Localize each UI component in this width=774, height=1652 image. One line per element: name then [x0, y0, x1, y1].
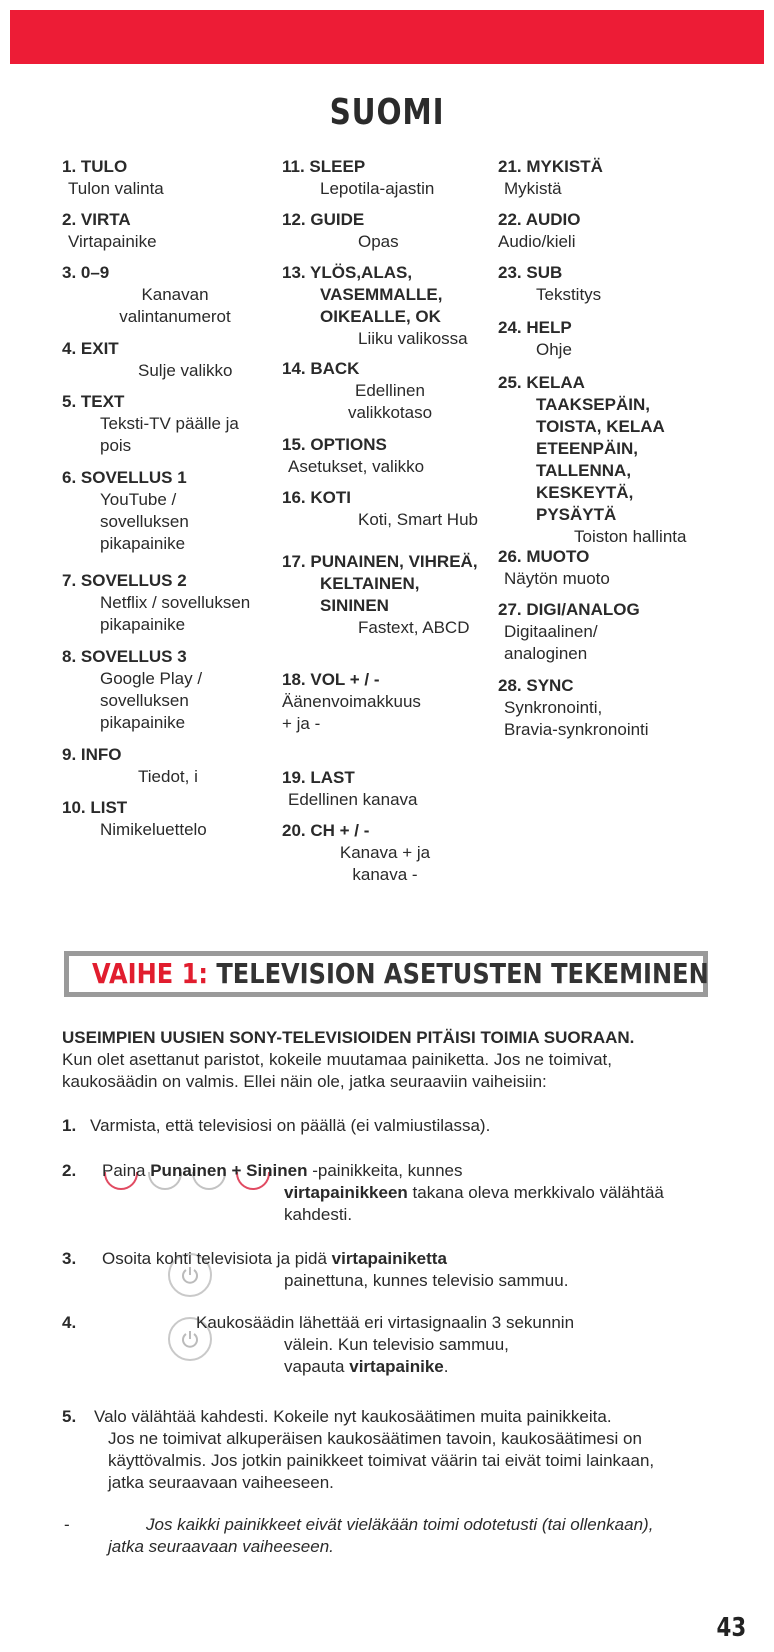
step-text-part: -painikkeita, kunnes — [312, 1161, 463, 1180]
item-description: Teksti-TV päälle ja pois — [100, 414, 239, 455]
note-text — [146, 1514, 653, 1536]
step-text-bold: virtapainike — [349, 1357, 444, 1376]
item-description: YouTube / sovelluksen pikapainike — [100, 490, 189, 553]
list-item — [62, 391, 267, 457]
step-text-bold: virtapainikkeen — [284, 1183, 408, 1202]
item-description: Synkronointi, Bravia-synkronointi — [504, 698, 649, 739]
list-item — [282, 434, 487, 477]
top-red-banner — [10, 10, 764, 64]
item-heading: 19. LAST — [282, 768, 355, 787]
list-item — [498, 209, 723, 252]
item-description: Nimikeluettelo — [100, 820, 207, 839]
step-title: TELEVISION ASETUSTEN TEKEMINEN — [216, 957, 709, 990]
item-heading: 16. KOTI — [282, 488, 351, 507]
step-text-part: takana oleva merkkivalo välähtää — [412, 1183, 664, 1202]
step-text: Varmista, että televisiosi on päällä (ei valmiustilassa). — [90, 1116, 491, 1135]
step-text: kahdesti. — [284, 1205, 353, 1224]
note-line: Jos kaikki painikkeet eivät vieläkään toimi odotetusti (tai ollenkaan), — [146, 1515, 654, 1534]
item-description: Virtapainike — [68, 232, 157, 251]
list-item — [62, 744, 267, 787]
item-heading: 11. SLEEP — [282, 157, 366, 176]
item-heading: 28. SYNC — [498, 676, 574, 695]
intro-heading: USEIMPIEN UUSIEN SONY-TELEVISIOIDEN PITÄISI TOIMIA SUORAAN. — [62, 1028, 635, 1047]
item-heading: 27. DIGI/ANALOG — [498, 600, 640, 619]
step-text: Kaukosäädin lähettää eri virtasignaalin 3 sekunnin — [196, 1313, 575, 1332]
step-number: 1. — [62, 1116, 77, 1135]
step-text-part: Paina — [102, 1161, 146, 1180]
list-item — [62, 209, 267, 252]
list-item — [498, 317, 723, 362]
step-text — [284, 1182, 664, 1204]
item-description: Äänenvoimakkuus + ja - — [282, 692, 421, 733]
list-item — [282, 669, 487, 757]
step-number: 2. — [62, 1161, 77, 1180]
list-item — [62, 262, 267, 328]
item-description: Liiku valikossa — [358, 329, 468, 348]
list-item — [282, 767, 487, 810]
list-item — [498, 156, 723, 199]
list-item — [282, 156, 487, 199]
step-text: välein. Kun televisio sammuu, — [284, 1335, 509, 1354]
list-item — [62, 338, 267, 381]
item-description: Audio/kieli — [498, 232, 576, 251]
step-number: 5. — [62, 1407, 77, 1426]
button-list-column-3 — [498, 156, 723, 773]
item-heading: 15. OPTIONS — [282, 435, 387, 454]
item-description: Tiedot, i — [138, 767, 198, 786]
item-heading: 2. VIRTA — [62, 210, 131, 229]
item-description: Edellinen valikkotaso — [347, 381, 433, 422]
item-heading: 8. SOVELLUS 3 — [62, 647, 187, 666]
item-heading: 20. CH + / - — [282, 821, 370, 840]
item-description: Toiston hallinta — [574, 527, 687, 546]
step-text: jatka seuraavaan vaiheeseen. — [108, 1473, 334, 1492]
step-number: 4. — [62, 1313, 77, 1332]
step-text: painettuna, kunnes televisio sammuu. — [284, 1271, 569, 1290]
item-heading: 6. SOVELLUS 1 — [62, 468, 187, 487]
item-heading: 13. YLÖS,ALAS, VASEMMALLE, OIKEALLE, OK — [282, 263, 443, 326]
list-item — [62, 156, 267, 199]
item-heading: 5. TEXT — [62, 392, 125, 411]
note-line: jatka seuraavaan vaiheeseen. — [108, 1537, 334, 1556]
step-text-part: . — [443, 1357, 449, 1376]
item-heading: 9. INFO — [62, 745, 122, 764]
item-description: Lepotila-ajastin — [320, 179, 435, 198]
item-heading: 23. SUB — [498, 263, 563, 282]
item-description: Kanavan valintanumerot — [119, 285, 231, 326]
list-item — [282, 551, 487, 659]
step-number: 3. — [62, 1249, 77, 1268]
list-item — [498, 675, 723, 763]
step-text-part: Osoita kohti televisiota ja pidä — [102, 1249, 327, 1268]
item-heading: 18. VOL + / - — [282, 670, 380, 689]
item-heading: 7. SOVELLUS 2 — [62, 571, 187, 590]
language-title: SUOMI — [329, 92, 445, 133]
item-description: Näytön muoto — [504, 569, 610, 588]
list-item — [62, 570, 267, 636]
list-item — [62, 646, 267, 734]
step-text-part: vapauta — [284, 1357, 345, 1376]
item-heading: 3. 0–9 — [62, 263, 110, 282]
step-text: käyttövalmis. Jos jotkin painikkeet toimivat väärin tai eivät toimi lainkaan, — [108, 1451, 655, 1470]
list-item — [282, 358, 487, 424]
item-heading: 1. TULO — [62, 157, 128, 176]
button-list-column-1 — [62, 156, 267, 850]
list-item — [498, 546, 723, 589]
list-item — [62, 797, 267, 840]
button-names: Punainen + Sininen — [150, 1161, 308, 1180]
list-item — [62, 467, 267, 560]
item-heading: 17. PUNAINEN, VIHREÄ, KELTAINEN, SININEN — [282, 552, 478, 615]
item-heading: 12. GUIDE — [282, 210, 365, 229]
item-heading: 26. MUOTO — [498, 547, 590, 566]
note-text — [108, 1536, 334, 1558]
item-description: Ohje — [536, 340, 572, 359]
item-description: Mykistä — [504, 179, 562, 198]
item-description: Netflix / sovelluksen pikapainike — [100, 593, 251, 634]
item-description: Koti, Smart Hub — [358, 510, 478, 529]
step-text — [102, 1248, 447, 1270]
item-description: Tekstitys — [536, 285, 602, 304]
item-description: Opas — [358, 232, 399, 251]
step-text: Jos ne toimivat alkuperäisen kaukosäätimen tavoin, kaukosäätimesi on — [108, 1429, 642, 1448]
step-text — [102, 1160, 463, 1182]
item-heading: 4. EXIT — [62, 339, 119, 358]
button-list-column-2 — [282, 156, 487, 896]
list-item — [282, 209, 487, 252]
item-description: Google Play / sovelluksen pikapainike — [100, 669, 203, 732]
item-heading: 21. MYKISTÄ — [498, 157, 603, 176]
item-description: Sulje valikko — [138, 361, 233, 380]
list-item — [282, 262, 487, 348]
page-number: 43 — [716, 1613, 746, 1643]
intro-text: Kun olet asettanut paristot, kokeile muutamaa painiketta. Jos ne toimivat, kaukosäädin on valmis. Ellei näin ole, jatka seuraaviin vaiheisiin: — [62, 1050, 612, 1091]
item-description: Asetukset, valikko — [288, 457, 425, 476]
item-description: Edellinen kanava — [288, 790, 418, 809]
item-description: Digitaalinen/ analoginen — [504, 622, 598, 663]
step-text — [284, 1356, 448, 1378]
item-heading: 10. LIST — [62, 798, 128, 817]
list-item — [498, 262, 723, 307]
list-item — [282, 820, 487, 886]
step-text-bold: virtapainiketta — [331, 1249, 447, 1268]
step-heading — [92, 957, 709, 990]
item-heading: 22. AUDIO — [498, 210, 581, 229]
note-dash: - — [64, 1515, 70, 1534]
list-item — [498, 599, 723, 665]
item-description: Fastext, ABCD — [358, 618, 470, 637]
item-heading: 25. KELAA TAAKSEPÄIN, TOISTA, KELAA ETEENPÄIN, TALLENNA, KESKEYTÄ, PYSÄYTÄ — [498, 373, 665, 524]
step-label: VAIHE 1: — [92, 957, 208, 990]
step-text: Valo välähtää kahdesti. Kokeile nyt kaukosäätimen muita painikkeita. — [94, 1407, 612, 1426]
item-description: Tulon valinta — [68, 179, 164, 198]
item-heading: 24. HELP — [498, 318, 572, 337]
item-description: Kanava + ja kanava - — [339, 843, 431, 884]
list-item — [282, 487, 487, 541]
list-item — [498, 372, 723, 546]
item-heading: 14. BACK — [282, 359, 360, 378]
